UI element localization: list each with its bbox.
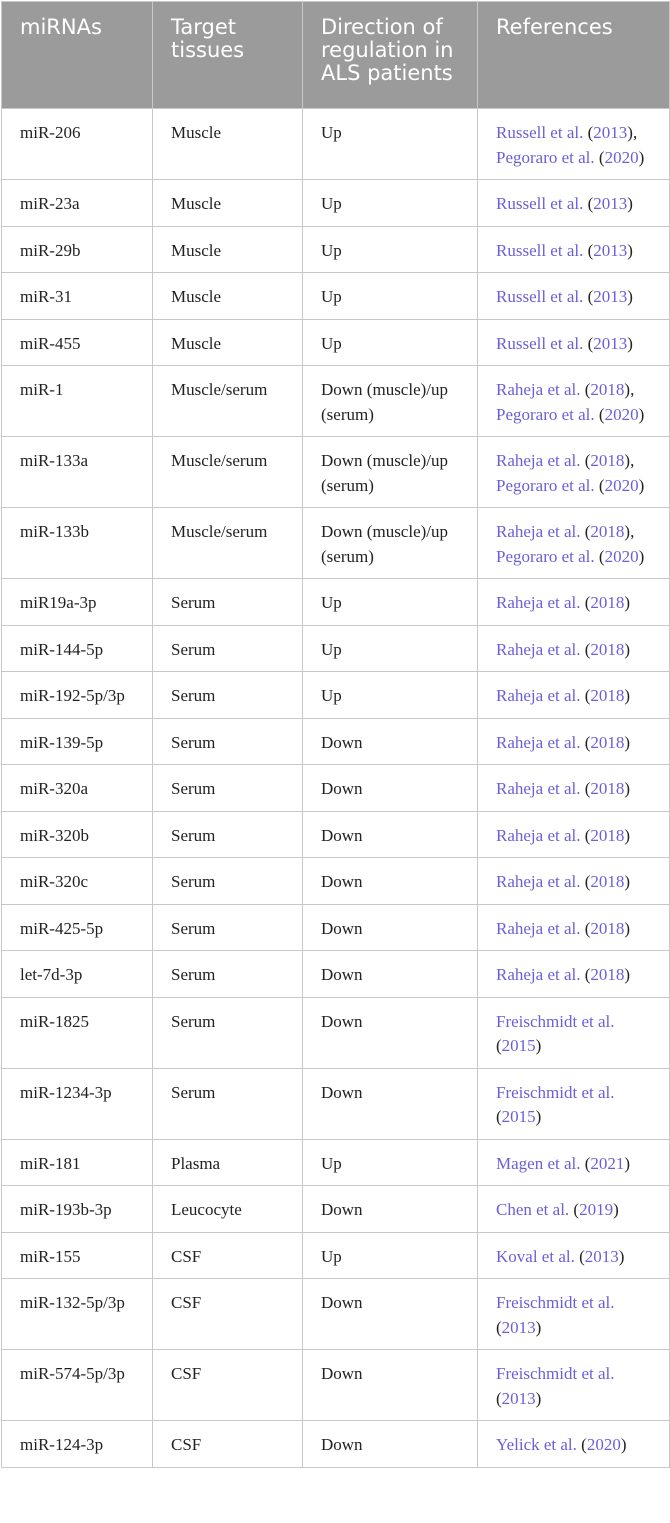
tissue-cell: CSF — [153, 1232, 303, 1279]
references-cell — [478, 1421, 670, 1468]
header-row — [2, 2, 670, 109]
mirna-cell: miR-124-3p — [2, 1421, 153, 1468]
reference-author-link[interactable]: Freischmidt et al. — [496, 1293, 615, 1312]
mirna-cell: miR-320a — [2, 765, 153, 812]
reference-year-link[interactable]: 2013 — [593, 287, 628, 306]
reference-author-link[interactable]: Raheja et al. — [496, 965, 581, 984]
reference-author-link[interactable]: Freischmidt et al. — [496, 1011, 615, 1031]
paren: ), — [627, 123, 638, 142]
table-row — [2, 1421, 670, 1468]
paren: ) — [638, 546, 645, 566]
reference-year-link[interactable]: 2013 — [593, 194, 628, 213]
paren: ) — [638, 475, 645, 495]
mirna-cell: let-7d-3p — [2, 951, 153, 998]
reference-year-link[interactable]: 2018 — [590, 593, 625, 612]
reference-author-link[interactable]: Magen et al. — [496, 1153, 581, 1173]
paren: ( — [598, 404, 605, 424]
references-cell — [478, 437, 670, 508]
reference-year-link[interactable]: 2018 — [590, 872, 625, 891]
direction-cell: Up — [303, 226, 478, 273]
direction-cell: Down — [303, 1279, 478, 1350]
tissue-cell: Serum — [153, 1068, 303, 1139]
paren: ), — [624, 451, 635, 470]
references-cell — [478, 858, 670, 905]
reference-year-link[interactable]: 2018 — [590, 639, 625, 659]
reference-year-link[interactable]: 2015 — [501, 1036, 536, 1055]
tissue-cell: Muscle — [153, 180, 303, 227]
table-row — [2, 1232, 670, 1279]
reference-author-link[interactable]: Koval et al. — [496, 1246, 575, 1266]
references-cell — [478, 718, 670, 765]
reference-author-link[interactable]: Pegoraro et al. — [496, 475, 595, 495]
table-row — [2, 1279, 670, 1350]
mirna-cell: miR-192-5p/3p — [2, 672, 153, 719]
reference-year-link[interactable]: 2018 — [590, 522, 625, 541]
paren: ( — [584, 686, 591, 705]
mirna-cell: miR19a-3p — [2, 579, 153, 626]
reference-author-link[interactable]: Raheja et al. — [496, 380, 581, 399]
paren: ( — [587, 123, 594, 142]
reference-year-link[interactable]: 2013 — [593, 240, 628, 260]
reference-author-link[interactable]: Pegoraro et al. — [496, 404, 595, 424]
mirna-cell: miR-31 — [2, 273, 153, 320]
reference-year-link[interactable]: 2020 — [604, 546, 639, 566]
paren: ) — [624, 1153, 631, 1173]
reference-author-link[interactable]: Russell et al. — [496, 123, 584, 142]
reference-author-link[interactable]: Freischmidt et al. — [496, 1082, 615, 1102]
mirna-cell: miR-1 — [2, 366, 153, 437]
references-cell — [478, 811, 670, 858]
references-cell — [478, 1139, 670, 1186]
reference-year-link[interactable]: 2019 — [579, 1200, 614, 1219]
references-cell — [478, 1350, 670, 1421]
paren: ) — [624, 779, 631, 798]
direction-cell: Down — [303, 765, 478, 812]
reference-author-link[interactable]: Freischmidt et al. — [496, 1364, 615, 1383]
tissue-cell: Muscle/serum — [153, 366, 303, 437]
references-cell — [478, 1279, 670, 1350]
direction-cell: Down — [303, 904, 478, 951]
mirna-cell: miR-132-5p/3p — [2, 1279, 153, 1350]
paren: ) — [627, 333, 633, 353]
reference-author-link[interactable]: Raheja et al. — [496, 779, 581, 798]
reference-year-link[interactable]: 2021 — [590, 1153, 625, 1173]
tissue-cell: Leucocyte — [153, 1186, 303, 1233]
paren: ) — [624, 686, 631, 705]
references-cell — [478, 625, 670, 672]
paren: ( — [598, 546, 605, 566]
paren: ( — [584, 965, 591, 984]
paren: ) — [627, 287, 633, 306]
paren: ) — [535, 1388, 542, 1408]
mirna-cell: miR-155 — [2, 1232, 153, 1279]
paren: ) — [535, 1036, 542, 1055]
tissue-cell: Muscle/serum — [153, 437, 303, 508]
table-row — [2, 1139, 670, 1186]
reference-year-link[interactable]: 2020 — [586, 1435, 621, 1454]
tissue-cell: Serum — [153, 625, 303, 672]
mirna-cell: miR-425-5p — [2, 904, 153, 951]
references-cell — [478, 765, 670, 812]
references-cell — [478, 579, 670, 626]
reference-author-link[interactable]: Raheja et al. — [496, 639, 581, 659]
tissue-cell: Serum — [153, 858, 303, 905]
tissue-cell: Plasma — [153, 1139, 303, 1186]
paren: ( — [579, 1246, 585, 1266]
table-row — [2, 180, 670, 227]
paren: ) — [638, 404, 645, 424]
reference-author-link[interactable]: Raheja et al. — [496, 522, 581, 541]
reference-author-link[interactable]: Raheja et al. — [496, 593, 581, 612]
paren: ), — [624, 522, 635, 541]
direction-cell: Down — [303, 1186, 478, 1233]
direction-cell: Down (muscle)/up (serum) — [303, 366, 478, 437]
tissue-cell: Serum — [153, 672, 303, 719]
mirna-cell: miR-320b — [2, 811, 153, 858]
tissue-cell: Muscle — [153, 226, 303, 273]
paren: ) — [613, 1200, 619, 1219]
reference-year-link[interactable]: 2018 — [590, 451, 625, 470]
direction-cell: Down — [303, 811, 478, 858]
header-mirnas: miRNAs — [2, 2, 153, 109]
reference-author-link[interactable]: Yelick et al. — [496, 1435, 577, 1454]
reference-author-link[interactable]: Pegoraro et al. — [496, 147, 595, 167]
tissue-cell: Serum — [153, 579, 303, 626]
direction-cell: Up — [303, 273, 478, 320]
reference-year-link[interactable]: 2018 — [590, 380, 625, 399]
mirna-cell: miR-1825 — [2, 997, 153, 1068]
tissue-cell: Serum — [153, 951, 303, 998]
direction-cell: Up — [303, 319, 478, 366]
table-row — [2, 672, 670, 719]
paren: ( — [587, 194, 594, 213]
tissue-cell: Serum — [153, 997, 303, 1068]
paren: ( — [584, 872, 591, 891]
reference-year-link[interactable]: 2018 — [590, 965, 625, 984]
references-cell — [478, 951, 670, 998]
direction-cell: Down — [303, 1068, 478, 1139]
reference-author-link[interactable]: Russell et al. — [496, 287, 584, 306]
reference-author-link[interactable]: Raheja et al. — [496, 825, 581, 845]
paren: ( — [587, 240, 594, 260]
references-cell — [478, 997, 670, 1068]
tissue-cell: CSF — [153, 1350, 303, 1421]
header-references: References — [478, 2, 670, 109]
tissue-cell: Muscle — [153, 273, 303, 320]
references-cell — [478, 904, 670, 951]
table-row — [2, 366, 670, 437]
references-cell — [478, 1186, 670, 1233]
mirna-cell: miR-133a — [2, 437, 153, 508]
paren: ( — [496, 1107, 502, 1126]
table-row — [2, 765, 670, 812]
reference-year-link[interactable]: 2015 — [501, 1107, 536, 1126]
table-row — [2, 858, 670, 905]
reference-year-link[interactable]: 2018 — [590, 779, 625, 798]
table-row — [2, 273, 670, 320]
direction-cell: Down (muscle)/up (serum) — [303, 508, 478, 579]
header-target-tissues: Target tissues — [153, 2, 303, 109]
header-direction: Direction of regulation in ALS patients — [303, 2, 478, 109]
direction-cell: Up — [303, 1139, 478, 1186]
reference-year-link[interactable]: 2020 — [604, 147, 639, 167]
references-cell — [478, 672, 670, 719]
paren: ( — [581, 1435, 587, 1454]
references-cell — [478, 180, 670, 227]
reference-year-link[interactable]: 2013 — [593, 333, 628, 353]
reference-author-link[interactable]: Raheja et al. — [496, 732, 581, 752]
direction-cell: Down — [303, 951, 478, 998]
paren: ( — [496, 1317, 502, 1337]
reference-author-link[interactable]: Pegoraro et al. — [496, 546, 595, 566]
paren: ( — [573, 1200, 580, 1219]
table-row — [2, 437, 670, 508]
paren: ( — [496, 1388, 502, 1408]
paren: ) — [535, 1107, 542, 1126]
direction-cell: Down — [303, 1350, 478, 1421]
paren: ) — [624, 825, 631, 845]
tissue-cell: Serum — [153, 811, 303, 858]
table-row — [2, 226, 670, 273]
tissue-cell: Serum — [153, 904, 303, 951]
direction-cell: Up — [303, 625, 478, 672]
paren: ) — [624, 593, 631, 612]
paren: ( — [584, 593, 591, 612]
paren: ( — [587, 287, 594, 306]
reference-year-link[interactable]: 2013 — [501, 1388, 536, 1408]
paren: ) — [535, 1317, 542, 1337]
references-cell — [478, 109, 670, 180]
paren: ( — [584, 380, 591, 399]
table-row — [2, 811, 670, 858]
mirna-cell: miR-181 — [2, 1139, 153, 1186]
mirna-cell: miR-455 — [2, 319, 153, 366]
reference-year-link[interactable]: 2013 — [584, 1246, 619, 1266]
paren: ( — [584, 522, 591, 541]
table-row — [2, 904, 670, 951]
paren: ( — [584, 1153, 591, 1173]
paren: ) — [624, 732, 631, 752]
tissue-cell: Muscle — [153, 109, 303, 180]
direction-cell: Down (muscle)/up (serum) — [303, 437, 478, 508]
references-cell — [478, 1068, 670, 1139]
reference-author-link[interactable]: Raheja et al. — [496, 872, 581, 891]
reference-year-link[interactable]: 2013 — [593, 123, 628, 142]
references-cell — [478, 1232, 670, 1279]
paren: ) — [627, 194, 633, 213]
table-row — [2, 508, 670, 579]
direction-cell: Up — [303, 109, 478, 180]
paren: ) — [624, 639, 631, 659]
reference-year-link[interactable]: 2018 — [590, 732, 625, 752]
direction-cell: Up — [303, 579, 478, 626]
paren: ( — [584, 451, 591, 470]
paren: ) — [624, 965, 631, 984]
paren: ) — [624, 918, 631, 938]
paren: ( — [584, 825, 591, 845]
reference-year-link[interactable]: 2020 — [604, 475, 639, 495]
tissue-cell: Muscle — [153, 319, 303, 366]
reference-year-link[interactable]: 2018 — [590, 918, 625, 938]
mirna-cell: miR-193b-3p — [2, 1186, 153, 1233]
reference-author-link[interactable]: Raheja et al. — [496, 686, 581, 705]
mirna-cell: miR-139-5p — [2, 718, 153, 765]
paren: ( — [587, 333, 594, 353]
reference-year-link[interactable]: 2018 — [590, 825, 625, 845]
table-row — [2, 997, 670, 1068]
direction-cell: Down — [303, 718, 478, 765]
reference-author-link[interactable]: Russell et al. — [496, 194, 584, 213]
table-row — [2, 1350, 670, 1421]
direction-cell: Up — [303, 1232, 478, 1279]
paren: ( — [584, 918, 591, 938]
references-cell — [478, 273, 670, 320]
table-row — [2, 319, 670, 366]
paren: ) — [624, 872, 631, 891]
paren: ( — [584, 639, 591, 659]
tissue-cell: CSF — [153, 1421, 303, 1468]
references-cell — [478, 366, 670, 437]
mirna-cell: miR-133b — [2, 508, 153, 579]
paren: ) — [627, 240, 633, 260]
paren: ) — [620, 1435, 627, 1454]
tissue-cell: Serum — [153, 718, 303, 765]
mirna-cell: miR-23a — [2, 180, 153, 227]
table-row — [2, 1186, 670, 1233]
direction-cell: Down — [303, 997, 478, 1068]
tissue-cell: Muscle/serum — [153, 508, 303, 579]
mirna-cell: miR-29b — [2, 226, 153, 273]
tissue-cell: Serum — [153, 765, 303, 812]
reference-author-link[interactable]: Russell et al. — [496, 240, 584, 260]
mirna-cell: miR-574-5p/3p — [2, 1350, 153, 1421]
reference-author-link[interactable]: Chen et al. — [496, 1200, 570, 1219]
table-row — [2, 625, 670, 672]
table-row — [2, 579, 670, 626]
paren: ) — [638, 147, 645, 167]
table-row — [2, 1068, 670, 1139]
references-cell — [478, 508, 670, 579]
paren: ) — [618, 1246, 625, 1266]
references-cell — [478, 319, 670, 366]
table-row — [2, 951, 670, 998]
direction-cell: Down — [303, 858, 478, 905]
tissue-cell: CSF — [153, 1279, 303, 1350]
table-row — [2, 718, 670, 765]
references-cell — [478, 226, 670, 273]
paren: ( — [598, 475, 605, 495]
mirna-cell: miR-1234-3p — [2, 1068, 153, 1139]
reference-year-link[interactable]: 2020 — [604, 404, 639, 424]
paren: ( — [598, 147, 605, 167]
reference-author-link[interactable]: Russell et al. — [496, 333, 584, 353]
direction-cell: Down — [303, 1421, 478, 1468]
mirna-cell: miR-320c — [2, 858, 153, 905]
paren: ( — [584, 732, 591, 752]
paren: ( — [496, 1036, 502, 1055]
paren: ( — [584, 779, 591, 798]
reference-author-link[interactable]: Raheja et al. — [496, 918, 581, 938]
mirna-cell: miR-144-5p — [2, 625, 153, 672]
reference-author-link[interactable]: Raheja et al. — [496, 451, 581, 470]
direction-cell: Up — [303, 180, 478, 227]
paren: ), — [624, 380, 635, 399]
reference-year-link[interactable]: 2013 — [501, 1317, 536, 1337]
mirna-table — [1, 1, 670, 1468]
reference-year-link[interactable]: 2018 — [590, 686, 625, 705]
mirna-cell: miR-206 — [2, 109, 153, 180]
direction-cell: Up — [303, 672, 478, 719]
table-row — [2, 109, 670, 180]
